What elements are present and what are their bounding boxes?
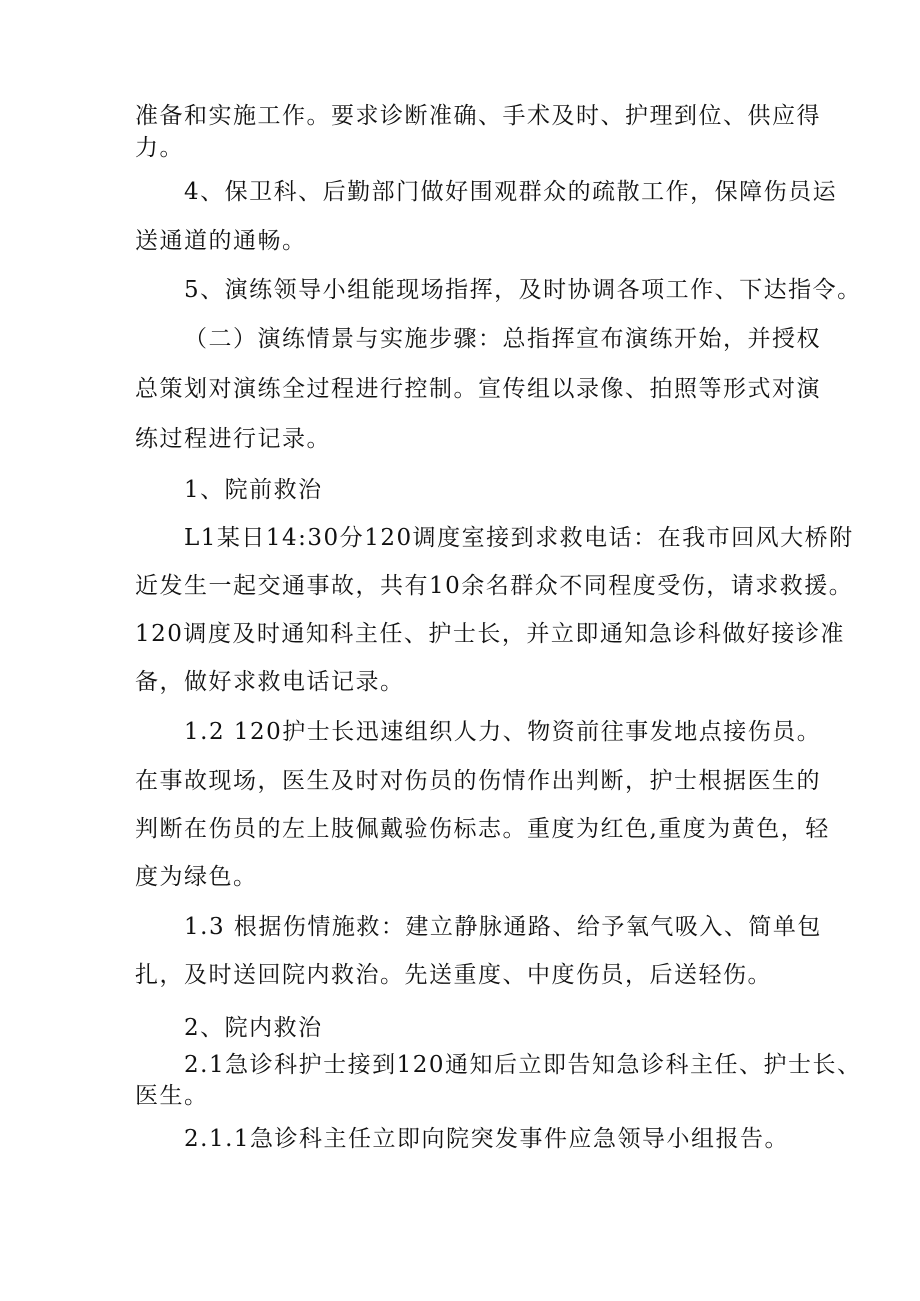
text-line: 力。 [135, 135, 184, 161]
text-line: 送通道的通畅。 [135, 228, 307, 254]
text-line: （二）演练情景与实施步骤：总指挥宣布演练开始，并授权 [184, 326, 821, 352]
text-line: 扎，及时送回院内救治。先送重度、中度伤员，后送轻伤。 [135, 962, 772, 988]
section-heading: 1、院前救治 [184, 477, 323, 503]
text-line: 备，做好求救电话记录。 [135, 669, 405, 695]
text-line: 4、保卫科、后勤部门做好围观群众的疏散工作，保障伤员运 [184, 179, 838, 205]
text-line: 在事故现场，医生及时对伤员的伤情作出判断，护士根据医生的 [135, 768, 821, 794]
text-line: 2.1急诊科护士接到120通知后立即告知急诊科主任、护士长、 [184, 1052, 862, 1078]
text-line: 练过程进行记录。 [135, 426, 331, 452]
text-line: 2.1.1急诊科主任立即向院突发事件应急领导小组报告。 [184, 1126, 790, 1152]
text-line: 5、演练领导小组能现场指挥，及时协调各项工作、下达指令。 [184, 277, 862, 303]
text-line: 1.2 120护士长迅速组织人力、物资前往事发地点接伤员。 [184, 719, 822, 745]
text-line: 准备和实施工作。要求诊断准确、手术及时、护理到位、供应得 [135, 103, 821, 129]
section-heading: 2、院内救治 [184, 1015, 323, 1041]
text-line: 度为绿色。 [135, 864, 258, 890]
text-line: 判断在伤员的左上肢佩戴验伤标志。重度为红色,重度为黄色，轻 [135, 816, 830, 842]
text-line: 总策划对演练全过程进行控制。宣传组以录像、拍照等形式对演 [135, 376, 821, 402]
text-line: 医生。 [135, 1083, 209, 1109]
text-line: 近发生一起交通事故，共有10余名群众不同程度受伤，请求救援。 [135, 573, 854, 599]
text-line: 120调度及时通知科主任、护士长，并立即通知急诊科做好接诊准 [135, 621, 845, 647]
text-line: L1某日14:30分120调度室接到求救电话：在我市回风大桥附 [184, 525, 854, 551]
text-line: 1.3 根据伤情施救：建立静脉通路、给予氧气吸入、简单包 [184, 914, 822, 940]
